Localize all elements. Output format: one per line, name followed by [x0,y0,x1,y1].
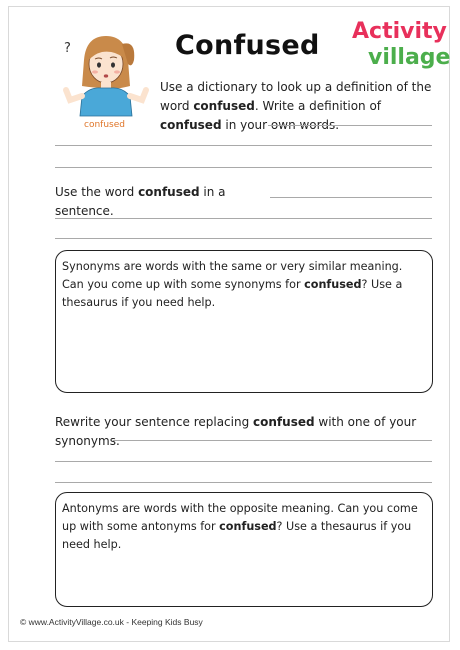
answer-line[interactable] [268,125,432,126]
question-rewrite: Rewrite your sentence replacing confused with one of your synonyms. [55,415,417,448]
page-title: Confused [175,30,320,61]
footer-copyright: © www.ActivityVillage.co.uk - Keeping Kids Busy [20,617,203,627]
answer-line[interactable] [270,197,432,198]
answer-line[interactable] [113,440,432,441]
question-definition: Use a dictionary to look up a definition of the word confused. Write a definition of confused in your own words. [160,80,432,132]
synonyms-box[interactable] [55,250,433,393]
question-sentence: Use the word confused in a sentence. [55,185,226,218]
illustration-caption: confused [84,120,125,130]
answer-line[interactable] [55,167,432,168]
answer-line[interactable] [55,238,432,239]
answer-line[interactable] [55,461,432,462]
answer-line[interactable] [55,145,432,146]
question-mark: ? [64,41,71,56]
activity-village-logo [346,12,450,74]
logo-line2: village [368,45,450,70]
logo-line1: Activity [352,19,447,44]
confused-girl-illustration [56,30,154,130]
synonyms-prompt: Synonyms are words with the same or very similar meaning. Can you come up with some synonyms for confused? Use a thesaurus if you need help. [62,260,403,309]
answer-line[interactable] [55,482,432,483]
antonyms-box[interactable] [55,492,433,607]
antonyms-prompt: Antonyms are words with the opposite meaning. Can you come up with some antonyms for confused? Use a thesaurus if you need help. [62,502,418,551]
answer-line[interactable] [55,218,432,219]
